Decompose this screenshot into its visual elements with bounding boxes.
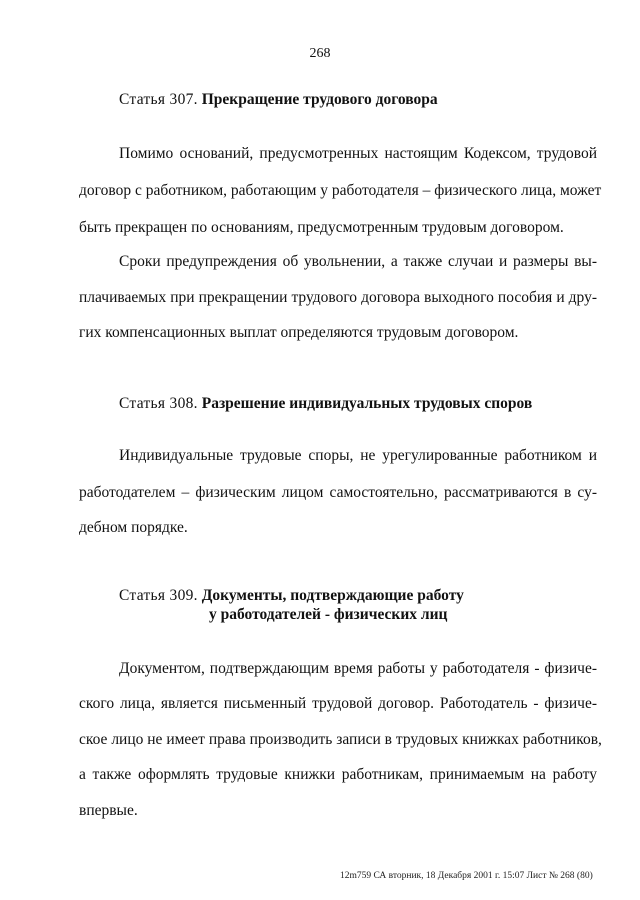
article-308-heading — [119, 394, 532, 414]
paragraph-line: Сроки предупреждения об увольнении, а также случаи и размеры вы- — [119, 253, 597, 270]
article-title: Прекращение трудового договора — [201, 91, 438, 108]
article-title: Документы, подтверждающие работу — [201, 587, 464, 604]
paragraph-line: быть прекращен по основаниям, предусмотренным трудовым договором. — [79, 219, 564, 236]
article-title-continuation: у работодателей - физических лиц — [209, 606, 448, 623]
article-307-heading — [119, 90, 438, 110]
paragraph-line: работодателем – физическим лицом самостоятельно, рассматриваются в су- — [79, 484, 597, 501]
article-number: Статья 308. — [119, 395, 198, 412]
article-title: Разрешение индивидуальных трудовых споров — [201, 395, 533, 412]
paragraph-line: впервые. — [79, 802, 138, 819]
article-309-heading — [119, 586, 464, 606]
paragraph-line: дебном порядке. — [79, 519, 188, 536]
paragraph-line: ское лицо не имеет права производить записи в трудовых книжках работников, — [79, 731, 602, 748]
paragraph-line: Документом, подтверждающим время работы у работодателя - физиче- — [119, 660, 597, 677]
paragraph-line: ского лица, является письменный трудовой договор. Работодатель - физиче- — [79, 695, 597, 712]
paragraph-line: плачиваемых при прекращении трудового договора выходного пособия и дру- — [79, 289, 597, 306]
page-footer: 12m759 СА вторник, 18 Декабря 2001 г. 15:07 Лист № 268 (80) — [340, 871, 593, 881]
page-number: 268 — [309, 46, 331, 61]
paragraph-line: Индивидуальные трудовые споры, не урегулированные работником и — [119, 447, 597, 464]
paragraph-line: а также оформлять трудовые книжки работникам, принимаемым на работу — [79, 766, 597, 783]
article-number: Статья 309. — [119, 587, 198, 604]
paragraph-line: договор с работником, работающим у работодателя – физического лица, может — [79, 182, 602, 199]
paragraph-line: гих компенсационных выплат определяются трудовым договором. — [79, 324, 519, 341]
paragraph-line: Помимо оснований, предусмотренных настоящим Кодексом, трудовой — [119, 145, 597, 162]
article-number: Статья 307. — [119, 91, 198, 108]
